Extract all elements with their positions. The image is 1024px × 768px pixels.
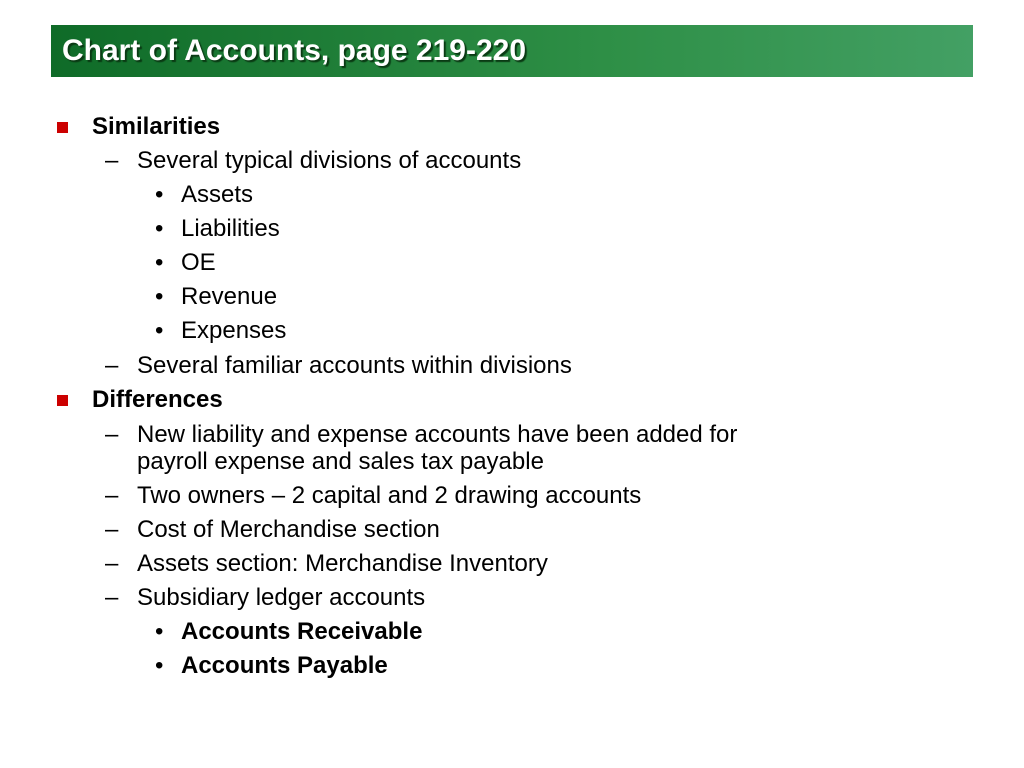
square-bullet-icon — [57, 395, 68, 406]
list-item: Several typical divisions of accounts — [137, 147, 522, 174]
dash-bullet-icon: – — [105, 352, 119, 379]
dot-bullet-icon: • — [155, 618, 164, 645]
list-item: Several familiar accounts within divisions — [137, 352, 572, 379]
square-bullet-icon — [57, 122, 68, 133]
list-item-line-2: payroll expense and sales tax payable — [137, 448, 544, 475]
dash-bullet-icon: – — [105, 516, 119, 543]
dash-bullet-icon: – — [105, 584, 119, 611]
dash-bullet-icon: – — [105, 421, 119, 448]
dot-bullet-icon: • — [155, 249, 164, 276]
sub-list-item: Revenue — [181, 283, 278, 310]
sub-list-item: Accounts Payable — [181, 652, 388, 679]
dash-bullet-icon: – — [105, 482, 119, 509]
sub-list-item: Accounts Receivable — [181, 618, 423, 645]
dot-bullet-icon: • — [155, 652, 164, 679]
list-item: Two owners – 2 capital and 2 drawing accounts — [137, 482, 642, 509]
dot-bullet-icon: • — [155, 283, 164, 310]
page-title: Chart of Accounts, page 219-220 — [62, 34, 527, 67]
dot-bullet-icon: • — [155, 215, 164, 242]
dash-bullet-icon: – — [105, 147, 119, 174]
sub-list-item: Liabilities — [181, 215, 280, 242]
sub-list-item: OE — [181, 249, 216, 276]
list-item: Subsidiary ledger accounts — [137, 584, 426, 611]
dot-bullet-icon: • — [155, 317, 164, 344]
sub-list-item: Assets — [181, 181, 254, 208]
dot-bullet-icon: • — [155, 181, 164, 208]
section-heading-differences: Differences — [92, 386, 223, 413]
list-item-line-1: New liability and expense accounts have been added for — [137, 421, 738, 448]
dash-bullet-icon: – — [105, 550, 119, 577]
sub-list-item: Expenses — [181, 317, 287, 344]
list-item: Assets section: Merchandise Inventory — [137, 550, 548, 577]
list-item: Cost of Merchandise section — [137, 516, 440, 543]
section-heading-similarities: Similarities — [92, 113, 221, 140]
